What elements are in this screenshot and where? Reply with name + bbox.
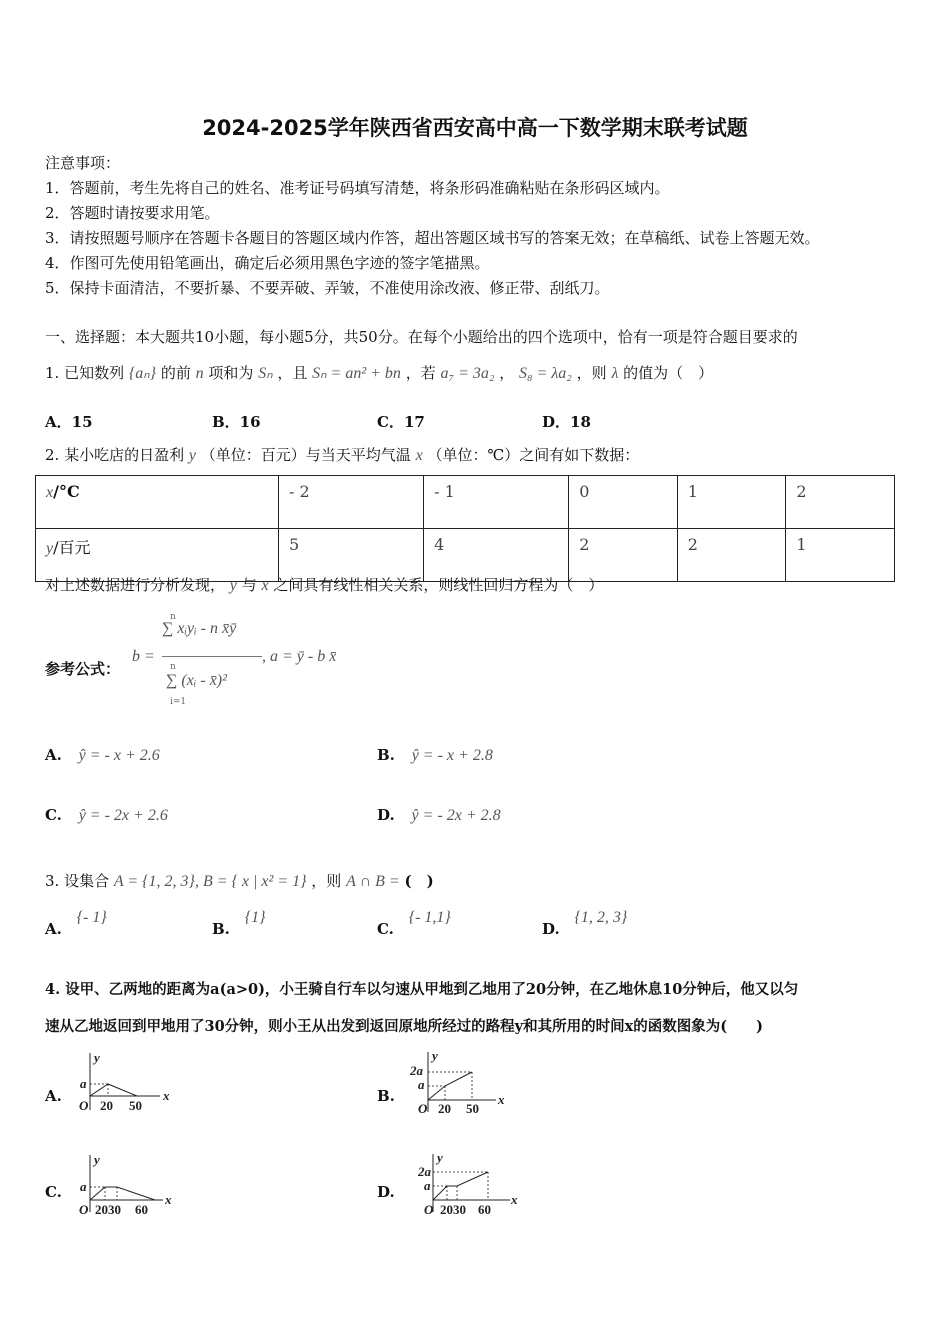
2a-label: 2a	[418, 1164, 431, 1179]
cell: 1	[786, 529, 895, 582]
note-item: 1．答题前，考生先将自己的姓名、准考证号码填写清楚，将条形码准确粘贴在条形码区域内。	[45, 179, 670, 197]
graph-a[interactable]	[75, 1050, 175, 1115]
origin-label: O	[79, 1202, 89, 1217]
table-row	[36, 476, 895, 529]
option-expr: {1}	[244, 909, 266, 926]
question-2	[45, 444, 639, 465]
tick-label: 50	[129, 1098, 142, 1113]
option-label: A.	[45, 920, 62, 938]
option-a[interactable]: A.	[45, 1087, 62, 1105]
q-text: ，则	[311, 872, 342, 890]
q-text: 与	[241, 576, 257, 594]
math: S₈ = λa₂	[519, 365, 572, 382]
question-1	[45, 362, 713, 383]
option-label: D.	[542, 920, 560, 938]
tick-label: 60	[478, 1202, 491, 1217]
option-expr: {- 1}	[76, 909, 107, 926]
option-d[interactable]	[542, 909, 628, 939]
origin-label: O	[418, 1101, 428, 1115]
tick-label: 20	[100, 1098, 113, 1113]
math: y	[46, 540, 54, 557]
cell: 1	[677, 476, 786, 529]
formula-rest: , a = ȳ - b x̄	[262, 648, 337, 665]
option-b[interactable]	[377, 746, 493, 765]
q-text: （单位：℃）之间有如下数据：	[427, 446, 640, 464]
option-b[interactable]: B.	[377, 1087, 395, 1105]
cell: 2	[569, 529, 678, 582]
formula-numerator: ∑ xᵢyᵢ - n x̄ȳ	[162, 620, 237, 637]
q-text: 的前	[160, 364, 191, 382]
option-a[interactable]: A．15	[45, 413, 93, 431]
math: A = {1, 2, 3}, B = { x | x² = 1}	[113, 873, 307, 890]
q-text: ，且	[277, 364, 308, 382]
math: Sₙ	[258, 365, 273, 382]
q-text: 2. 某小吃店的日盈利	[45, 446, 185, 464]
option-label: D.	[377, 806, 395, 824]
math: y	[229, 577, 237, 594]
a-label: a	[80, 1076, 87, 1091]
unit: /°C	[53, 482, 80, 501]
option-expr: {1, 2, 3}	[574, 909, 628, 926]
option-c[interactable]: C.	[45, 1183, 62, 1201]
a-label: a	[418, 1077, 425, 1092]
cell: 4	[424, 529, 569, 582]
question-3	[45, 870, 434, 891]
math: a₇ = 3a₂	[440, 365, 495, 382]
row-header	[36, 476, 279, 529]
note-item: 5．保持卡面清洁，不要折暴、不要弄破、弄皱，不准使用涂改液、修正带、刮纸刀。	[45, 279, 610, 297]
q2-followup	[45, 574, 603, 595]
q-text: 之间具有线性相关关系，则线性回归方程为（ ）	[273, 576, 604, 594]
tick-label: 60	[135, 1202, 148, 1217]
tick-label: 2030	[95, 1202, 121, 1217]
q-text: 3. 设集合	[45, 872, 110, 890]
q-text: 项和为	[208, 364, 254, 382]
sum-sup: n	[170, 662, 176, 672]
option-label: C.	[45, 806, 62, 824]
note-item: 2．答题时请按要求用笔。	[45, 204, 220, 222]
option-c[interactable]	[377, 909, 451, 939]
origin-label: O	[424, 1202, 434, 1217]
option-c[interactable]: C．17	[377, 413, 425, 431]
unit: /百元	[53, 538, 91, 557]
option-expr: ŷ = - x + 2.6	[78, 747, 160, 764]
option-d[interactable]	[377, 806, 501, 825]
a-label: a	[80, 1179, 87, 1194]
math: n	[195, 365, 204, 382]
tick-label: 50	[466, 1101, 479, 1115]
x-label: x	[511, 1192, 518, 1207]
question-4-line1: 4. 设甲、乙两地的距离为a(a>0)，小王骑自行车以匀速从甲地到乙地用了20分钟，在乙地休息10分钟后，他又以匀	[45, 981, 799, 998]
option-expr: {- 1,1}	[408, 909, 451, 926]
q-text: ，若	[405, 364, 436, 382]
note-item: 4．作图可先使用铅笔画出，确定后必须用黑色字迹的签字笔描黑。	[45, 254, 490, 272]
a-label: a	[424, 1178, 431, 1193]
option-label: A.	[45, 746, 62, 764]
graph-b[interactable]	[408, 1050, 508, 1115]
question-4-line2: 速从乙地返回到甲地用了30分钟，则小王从出发到返回原地所经过的路程y和其所用的时间x的函数图象为( )	[45, 1018, 763, 1035]
q-text: ( )	[404, 872, 434, 890]
option-c[interactable]	[45, 806, 168, 825]
math: A ∩ B =	[346, 873, 400, 890]
math: {aₙ}	[128, 365, 157, 382]
option-label: C.	[377, 920, 394, 938]
data-table	[35, 475, 895, 582]
option-a[interactable]	[45, 909, 107, 939]
origin-label: O	[79, 1098, 89, 1113]
section-heading: 一、选择题：本大题共10小题，每小题5分，共50分。在每个小题给出的四个选项中，恰有一项是符合题目要求的	[45, 328, 798, 346]
option-expr: ŷ = - 2x + 2.8	[411, 807, 501, 824]
option-expr: ŷ = - 2x + 2.6	[78, 807, 168, 824]
cell: 2	[786, 476, 895, 529]
x-label: x	[165, 1192, 172, 1207]
sum-sub: i=1	[170, 697, 187, 707]
q-text: 的值为（ ）	[623, 364, 714, 382]
cell: 2	[677, 529, 786, 582]
y-label: y	[94, 1152, 100, 1167]
graph-line	[428, 1072, 472, 1100]
option-label: B.	[212, 920, 230, 938]
option-b[interactable]: B．16	[212, 413, 261, 431]
option-d[interactable]: D．18	[542, 413, 591, 431]
tick-label: 20	[438, 1101, 451, 1115]
formula-label: 参考公式：	[45, 660, 121, 678]
math: y	[188, 447, 196, 464]
option-b[interactable]	[212, 909, 266, 939]
x-label: x	[498, 1092, 505, 1107]
sum-sup: n	[170, 612, 176, 622]
option-d[interactable]: D.	[377, 1183, 395, 1201]
fraction-bar	[162, 656, 262, 657]
formula-denominator: ∑ (xᵢ - x̄)²	[166, 672, 227, 689]
option-expr: ŷ = - x + 2.8	[411, 747, 493, 764]
q-text: 对上述数据进行分析发现，	[45, 576, 226, 594]
cell: - 1	[424, 476, 569, 529]
cell: 5	[279, 529, 424, 582]
math: Sₙ = an² + bn	[312, 365, 401, 382]
q-text: ，	[499, 364, 515, 382]
notes-heading: 注意事项：	[45, 154, 121, 172]
math: x	[261, 577, 269, 594]
graph-line	[90, 1187, 155, 1200]
cell: - 2	[279, 476, 424, 529]
formula-lhs: b =	[132, 648, 155, 665]
option-label: B.	[377, 746, 395, 764]
y-label: y	[432, 1050, 438, 1063]
graph-c[interactable]	[75, 1150, 175, 1218]
page-title: 2024-2025学年陕西省西安高中高一下数学期末联考试题	[202, 116, 748, 140]
tick-label: 2030	[440, 1202, 466, 1217]
option-a[interactable]	[45, 746, 160, 765]
math: λ	[611, 365, 619, 382]
y-label: y	[94, 1050, 100, 1065]
math: x	[415, 447, 423, 464]
q-text: 1. 已知数列	[45, 364, 125, 382]
note-item: 3．请按照题号顺序在答题卡各题目的答题区域内作答，超出答题区域书写的答案无效；在草稿纸、试卷上答题无效。	[45, 229, 820, 247]
graph-d[interactable]	[418, 1150, 518, 1218]
q-text: （单位：百元）与当天平均气温	[200, 446, 411, 464]
x-label: x	[163, 1088, 170, 1103]
cell: 0	[569, 476, 678, 529]
math: x	[46, 484, 54, 501]
2a-label: 2a	[410, 1063, 423, 1078]
y-label: y	[437, 1150, 443, 1165]
q-text: ，则	[576, 364, 607, 382]
graph-line	[90, 1084, 137, 1096]
